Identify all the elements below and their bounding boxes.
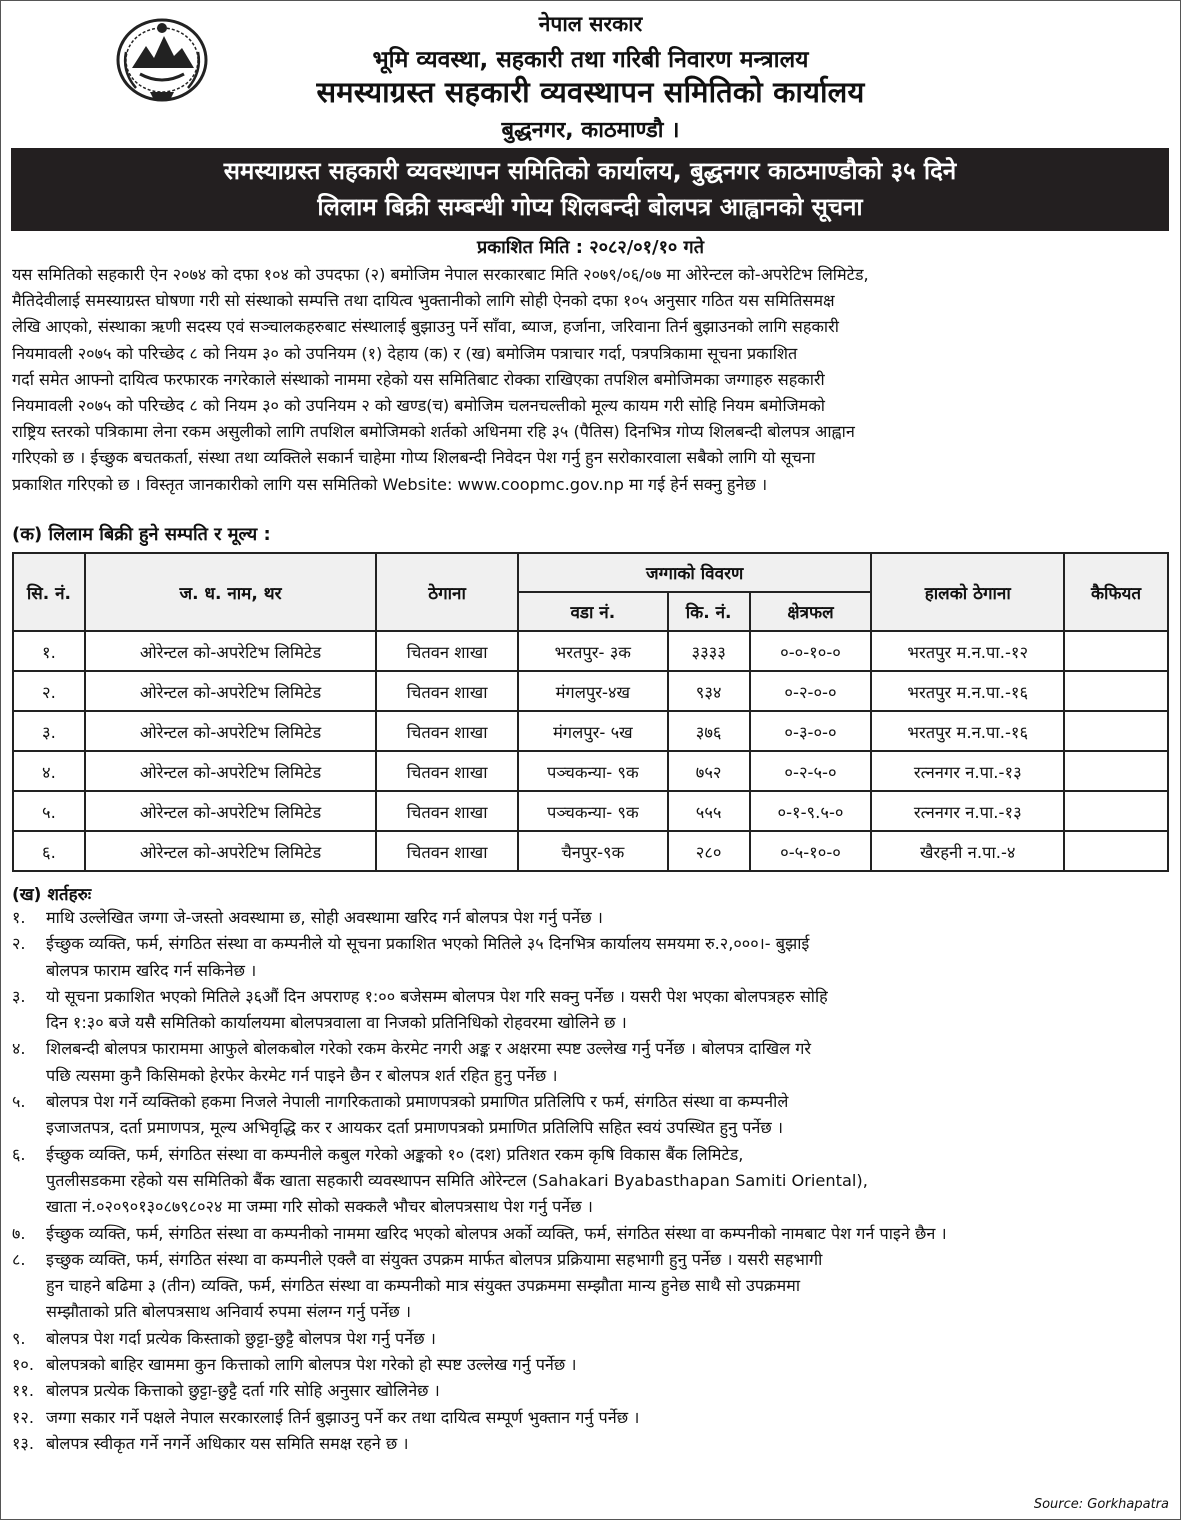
intro-line: मैतिदेवीलाई समस्याग्रस्त घोषणा गरी सो संस्थाको सम्पत्ति तथा दायित्व भुक्तानीको लागि सोही ऐनको दफा १०५ अनुसार गठित यस समितिसमक्ष [12,291,835,311]
cell-remarks [1064,631,1168,671]
cell-area: ०-०-१०-० [750,631,872,671]
cell-address: चितवन शाखा [376,711,518,751]
cell-ward: चैनपुर-९क [518,831,668,871]
cell-address: चितवन शाखा [376,631,518,671]
term-item [12,1089,1172,1142]
cell-current-address: रत्ननगर न.पा.-१३ [871,751,1064,791]
term-line: ईच्छुक व्यक्ति, फर्म, संगठित संस्था वा कम्पनीले कबुल गरेको अङ्कको १० (दश) प्रतिशत रकम कृषि विकास बैंक लिमिटेड, [46,1144,744,1164]
cell-current-address: भरतपुर म.न.पा.-१६ [871,671,1064,711]
term-number: ६. [12,1144,26,1164]
intro-line: गरिएको छ । ईच्छुक बचतकर्ता, संस्था तथा व्यक्तिले सकार्न चाहेमा गोप्य शिलबन्दी निवेदन पेश गर्नु हुन सरोकारवाला सबैको लागि यो सूचना [12,448,816,468]
property-table [12,552,1169,872]
cell-owner: ओरेन्टल को-अपरेटिभ लिमिटेड [85,831,376,871]
header-owner: ज. ध. नाम, थर [85,553,376,631]
term-line: सम्झौताको प्रति बोलपत्रसाथ अनिवार्य रुपमा संलग्न गर्नु पर्नेछ । [46,1302,411,1322]
cell-area: ०-२-५-० [750,751,872,791]
table-row [13,791,1168,831]
banner-line-2: लिलाम बिक्री सम्बन्धी गोप्य शिलबन्दी बोलपत्र आह्वानको सूचना [317,193,863,221]
term-number: १. [12,908,26,927]
cell-kitta: ७५२ [668,751,750,791]
cell-owner: ओरेन्टल को-अपरेटिभ लिमिटेड [85,671,376,711]
term-item [12,1431,1172,1457]
cell-address: चितवन शाखा [376,671,518,711]
header-location: बुद्धनगर, काठमाण्डौ । [501,118,680,143]
table-row [13,751,1168,791]
banner-line-1: समस्याग्रस्त सहकारी व्यवस्थापन समितिको कार्यालय, बुद्धनगर काठमाण्डौको ३५ दिने [223,157,957,185]
cell-remarks [1064,711,1168,751]
cell-current-address: भरतपुर म.न.पा.-१६ [871,711,1064,751]
section-b-title: (ख) शर्तहरुः [12,885,92,905]
notice-header [0,6,1181,144]
header-serial: सि. नं. [13,553,85,631]
header-ward: वडा नं. [518,592,668,631]
intro-line: नियमावली २०७५ को परिच्छेद ८ को नियम ३० को उपनियम (१) देहाय (क) र (ख) बमोजिम पत्राचार गर्दा, पत्रपत्रिकामा सूचना प्रकाशित [12,343,798,363]
cell-remarks [1064,831,1168,871]
cell-kitta: २८० [668,831,750,871]
cell-owner: ओरेन्टल को-अपरेटिभ लिमिटेड [85,711,376,751]
cell-current-address: खैरहनी न.पा.-४ [871,831,1064,871]
cell-serial: ६. [13,831,85,871]
cell-kitta: ३३३३ [668,631,750,671]
term-item [12,1405,1172,1431]
cell-address: चितवन शाखा [376,791,518,831]
term-line: बोलपत्र स्वीकृत गर्ने नगर्ने अधिकार यस समिति समक्ष रहने छ । [46,1433,409,1453]
term-number: ८. [12,1249,26,1269]
term-number: ४. [12,1039,26,1059]
header-office: समस्याग्रस्त सहकारी व्यवस्थापन समितिको कार्यालय [316,75,865,109]
header-ministry: भूमि व्यवस्था, सहकारी तथा गरिबी निवारण मन्त्रालय [372,47,809,73]
term-line: बोलपत्र पेश गर्दा प्रत्येक किस्ताको छुट्टा-छुट्टै बोलपत्र पेश गर्नु पर्नेछ । [46,1328,436,1348]
header-kitta: कि. नं. [668,592,750,631]
cell-ward: पञ्चकन्या- ९क [518,751,668,791]
header-land-details: जग्गाको विवरण [518,553,872,592]
term-line: यो सूचना प्रकाशित भएको मितिले ३६औं दिन अपराण्ह १:०० बजेसम्म बोलपत्र पेश गरि सक्नु पर्नेछ । यसरी पेश भएका बोलपत्रहरु सोहि [46,986,828,1006]
cell-ward: मंगलपुर-४ख [518,671,668,711]
term-item [12,1378,1172,1404]
cell-owner: ओरेन्टल को-अपरेटिभ लिमिटेड [85,751,376,791]
cell-owner: ओरेन्टल को-अपरेटिभ लिमिटेड [85,631,376,671]
term-number: ११. [12,1381,34,1401]
term-line: खाता नं.०२०९०१३०८७९८०२४ मा जम्मा गरि सोको सक्कलै भौचर बोलपत्रसाथ पेश गर्नु पर्नेछ । [46,1197,593,1217]
cell-remarks [1064,751,1168,791]
intro-line: राष्ट्रिय स्तरको पत्रिकामा लेना रकम असुलीको लागि तपशिल बमोजिमको शर्तको अधिनमा रहि ३५ (पैतिस) दिनभित्र गोप्य शिलबन्दी बोलपत्र आह्वान [12,422,855,442]
term-number: ५. [12,1092,26,1112]
intro-line: लेखि आएको, संस्थाका ऋणी सदस्य एवं सञ्चालकहरुबाट संस्थालाई बुझाउनु पर्ने साँवा, ब्याज, हर्जाना, जरिवाना तिर्न बुझाउनको लागि सहकारी [12,317,839,337]
term-number: १३. [12,1433,34,1453]
intro-line: गर्दा समेत आफ्नो दायित्व फरफारक नगरेकाले संस्थाको नाममा रहेको यस समितिबाट रोक्का राखिएका तपशिल बमोजिमका जग्गाहरु सहकारी [12,369,825,389]
cell-area: ०-१-९.५-० [750,791,872,831]
intro-line: यस समितिको सहकारी ऐन २०७४ को दफा १०४ को उपदफा (२) बमोजिम नेपाल सरकारबाट मिति २०७९/०६/०७ मा ओरेन्टल को-अपरेटिभ लिमिटेड, [12,265,869,284]
term-line: बोलपत्रको बाहिर खाममा कुन कित्ताको लागि बोलपत्र पेश गरेको हो स्पष्ट उल्लेख गर्नु पर्नेछ । [46,1355,577,1375]
cell-owner: ओरेन्टल को-अपरेटिभ लिमिटेड [85,791,376,831]
cell-kitta: ५५५ [668,791,750,831]
term-line: ईच्छुक व्यक्ति, फर्म, संगठित संस्था वा कम्पनीको नाममा खरिद भएको बोलपत्र अर्को व्यक्ति, फर्म, संगठित संस्था वा कम्पनीको नामबाट पेश गर्न पाइने छैन । [46,1223,947,1243]
term-item [12,1142,1172,1221]
intro-paragraph [12,262,1170,498]
cell-area: ०-३-०-० [750,711,872,751]
header-address: ठेगाना [376,553,518,631]
term-line: बोलपत्र पेश गर्ने व्यक्तिको हकमा निजले नेपाली नागरिकताको प्रमाणपत्रको प्रमाणित प्रतिलिपि र फर्म, संगठित संस्था वा कम्पनीले [46,1092,789,1112]
term-item [12,1036,1172,1089]
table-row [13,711,1168,751]
table-row [13,671,1168,711]
term-item [12,984,1172,1037]
publish-date: प्रकाशित मिति : २०८२/०१/१० गते [477,237,704,258]
cell-ward: पञ्चकन्या- ९क [518,791,668,831]
cell-address: चितवन शाखा [376,751,518,791]
cell-ward: भरतपुर- ३क [518,631,668,671]
terms-list [12,905,1172,1457]
cell-area: ०-५-१०-० [750,831,872,871]
header-remarks: कैफियत [1064,553,1168,631]
term-item [12,905,1172,931]
cell-remarks [1064,671,1168,711]
cell-current-address: भरतपुर म.न.पा.-१२ [871,631,1064,671]
term-line: बोलपत्र फाराम खरिद गर्न सकिनेछ । [46,960,257,980]
cell-serial: १. [13,631,85,671]
term-number: १०. [12,1355,34,1375]
cell-remarks [1064,791,1168,831]
term-line: ईच्छुक व्यक्ति, फर्म, संगठित संस्था वा कम्पनीले यो सूचना प्रकाशित भएको मितिले ३५ दिनभित्र कार्यालय समयमा रु.२,०००।- बुझाई [46,934,810,954]
cell-current-address: रत्ननगर न.पा.-१३ [871,791,1064,831]
term-line: इच्छुक व्यक्ति, फर्म, संगठित संस्था वा कम्पनीले एक्लै वा संयुक्त उपक्रम मार्फत बोलपत्र प्रक्रियामा सहभागी हुनु पर्नेछ । यसरी सहभागी [46,1249,823,1269]
header-area: क्षेत्रफल [750,592,872,631]
header-government: नेपाल सरकार [538,12,643,36]
table-row [13,831,1168,871]
cell-ward: मंगलपुर- ५ख [518,711,668,751]
term-number: १२. [12,1407,34,1427]
term-number: ३. [12,986,26,1006]
term-number: ७. [12,1223,26,1243]
cell-serial: ५. [13,791,85,831]
term-line: माथि उल्लेखित जग्गा जे-जस्तो अवस्थामा छ, सोही अवस्थामा खरिद गर्न बोलपत्र पेश गर्नु पर्नेछ । [46,908,603,927]
term-item [12,1247,1172,1326]
cell-serial: ४. [13,751,85,791]
intro-line: नियमावली २०७५ को परिच्छेद ८ को नियम ३० को उपनियम २ को खण्ड(च) बमोजिम चलनचल्तीको मूल्य कायम गरी सोहि नियम बमोजिमको [12,396,825,416]
term-item [12,1352,1172,1378]
term-line: पुतलीसडकमा रहेको यस समितिको बैंक खाता सहकारी व्यवस्थापन समिति ओरेन्टल (Sahakari Byabasthapan Samiti Oriental), [46,1170,868,1190]
cell-serial: ३. [13,711,85,751]
cell-kitta: ९३४ [668,671,750,711]
section-a-title: (क) लिलाम बिक्री हुने सम्पति र मूल्य : [12,524,271,545]
cell-kitta: ३७६ [668,711,750,751]
term-line: बोलपत्र प्रत्येक कित्ताको छुट्टा-छुट्टै दर्ता गरि सोहि अनुसार खोलिनेछ । [46,1381,440,1401]
term-item [12,1221,1172,1247]
term-number: ९. [12,1328,26,1348]
cell-area: ०-२-०-० [750,671,872,711]
cell-serial: २. [13,671,85,711]
term-line: हुन चाहने बढिमा ३ (तीन) व्यक्ति, फर्म, संगठित संस्था वा कम्पनीको मात्र संयुक्त उपक्रममा सम्झौता मान्य हुनेछ साथै सो उपक्रममा [46,1276,801,1296]
term-number: २. [12,934,26,954]
table-row [13,631,1168,671]
term-line: शिलबन्दी बोलपत्र फाराममा आफुले बोलकबोल गरेको रकम केरमेट नगरी अङ्क र अक्षरमा स्पष्ट उल्लेख गर्नु पर्नेछ । बोलपत्र दाखिल गरे [46,1039,811,1059]
source-credit: Source: Gorkhapatra [1033,1497,1169,1512]
intro-line: प्रकाशित गरिएको छ । विस्तृत जानकारीको लागि यस समितिको Website: www.coopmc.gov.np मा गई हेर्न सक्नु हुनेछ । [12,474,768,494]
term-line: दिन १:३० बजे यसै समितिको कार्यालयमा बोलपत्रवाला वा निजको प्रतिनिधिको रोहवरमा खोलिने छ । [46,1013,627,1033]
cell-address: चितवन शाखा [376,831,518,871]
header-current-address: हालको ठेगाना [871,553,1064,631]
term-line: इजाजतपत्र, दर्ता प्रमाणपत्र, मूल्य अभिवृद्धि कर र आयकर दर्ता प्रमाणपत्रको प्रमाणित प्रतिलिपि सहित स्वयं उपस्थित हुनु पर्नेछ । [46,1118,784,1138]
term-item [12,931,1172,984]
notice-title-banner [11,148,1169,231]
term-line: जग्गा सकार गर्ने पक्षले नेपाल सरकारलाई तिर्न बुझाउनु पर्ने कर तथा दायित्व सम्पूर्ण भुक्तान गर्नु पर्नेछ । [46,1407,640,1427]
term-item [12,1326,1172,1352]
term-line: पछि त्यसमा कुनै किसिमको हेरफेर केरमेट गर्न पाइने छैन र बोलपत्र शर्त रहित हुनु पर्नेछ । [46,1065,558,1085]
